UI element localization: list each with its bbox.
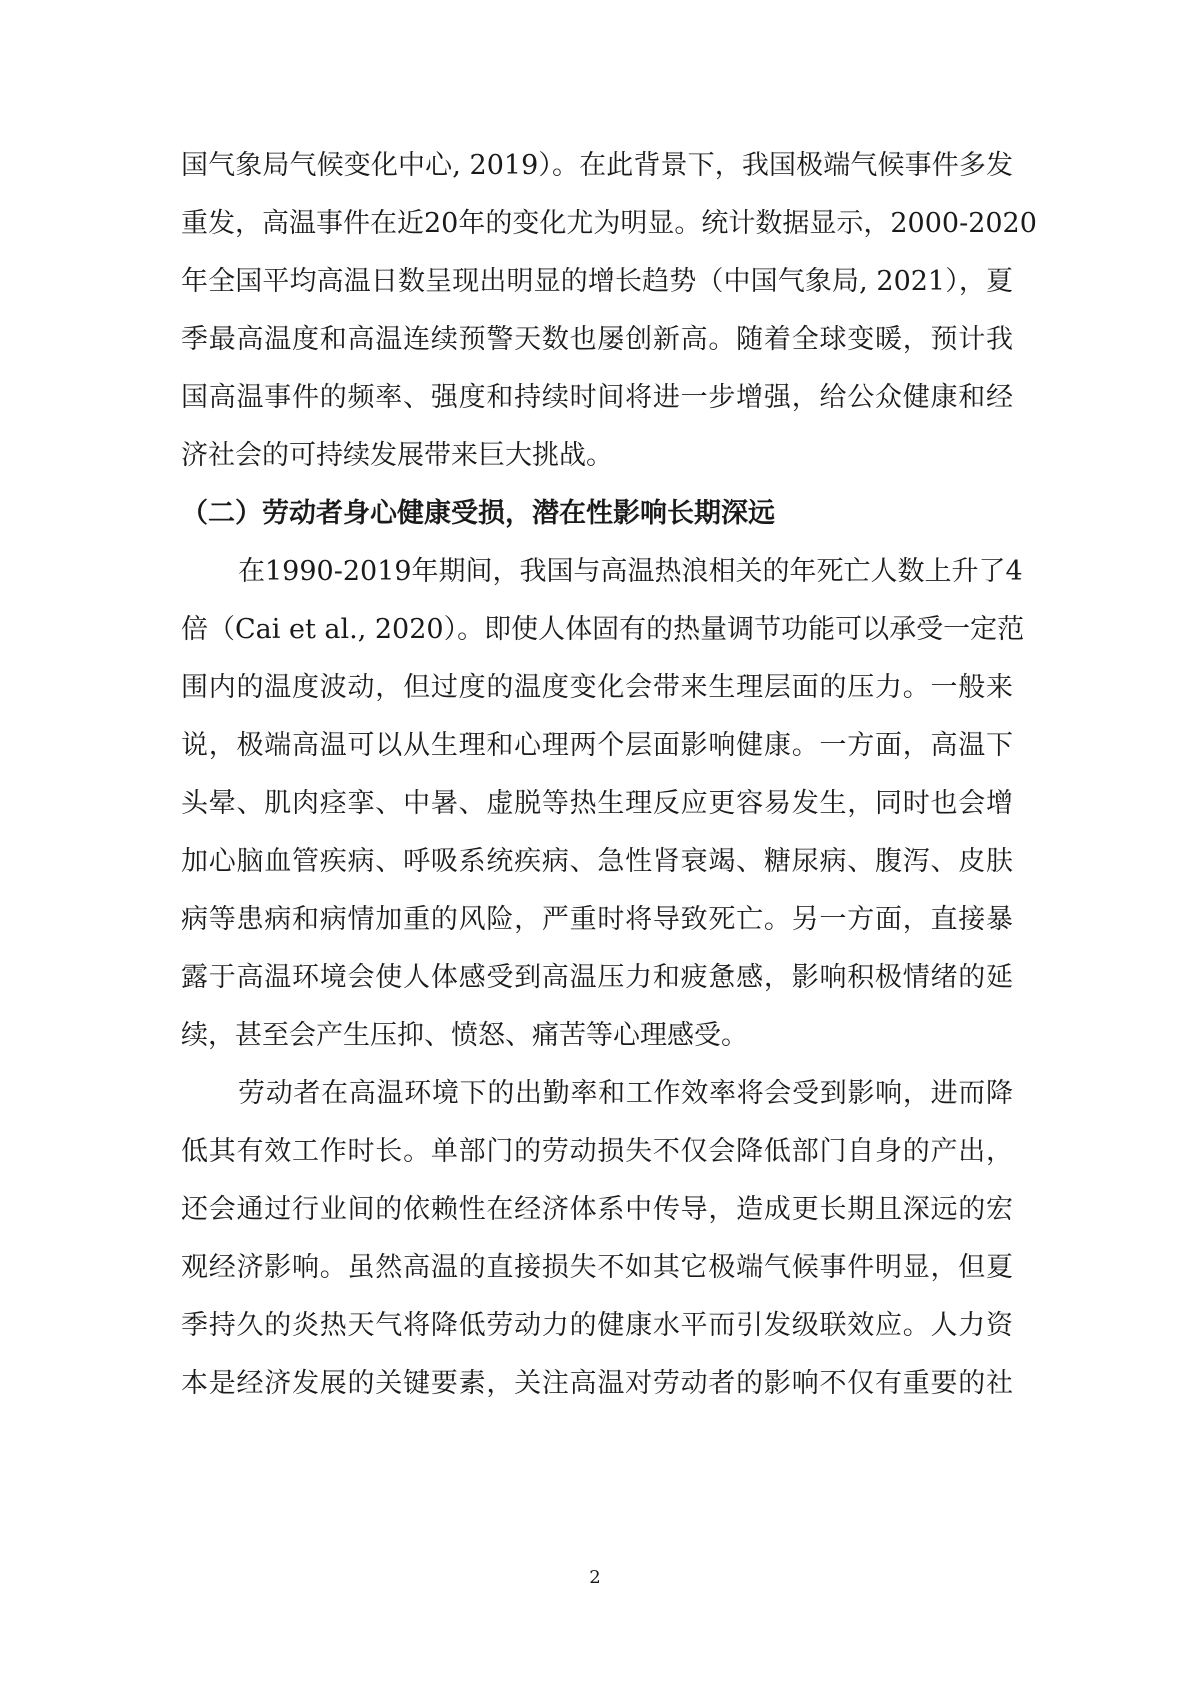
paragraph-2-line-5: 头晕、肌肉痉挛、中暑、虚脱等热生理反应更容易发生，同时也会增: [181, 788, 1013, 819]
paragraph-2-line-1: 在1990-2019年期间，我国与高温热浪相关的年死亡人数上升了4: [238, 556, 1023, 587]
paragraph-3-line-1: 劳动者在高温环境下的出勤率和工作效率将会受到影响，进而降: [238, 1078, 1013, 1109]
paragraph-1-line-3: 年全国平均高温日数呈现出明显的增长趋势（中国气象局, 2021），夏: [181, 266, 1013, 297]
paragraph-2-line-3: 围内的温度波动，但过度的温度变化会带来生理层面的压力。一般来: [181, 672, 1013, 703]
paragraph-2-line-7: 病等患病和病情加重的风险，严重时将导致死亡。另一方面，直接暴: [181, 904, 1013, 935]
paragraph-2-line-9: 续，甚至会产生压抑、愤怒、痛苦等心理感受。: [181, 1020, 748, 1051]
paragraph-2-line-6: 加心脑血管疾病、呼吸系统疾病、急性肾衰竭、糖尿病、腹泻、皮肤: [181, 846, 1013, 877]
paragraph-2-line-2: 倍（Cai et al., 2020）。即使人体固有的热量调节功能可以承受一定范: [181, 614, 1025, 645]
paragraph-2-line-4: 说，极端高温可以从生理和心理两个层面影响健康。一方面，高温下: [181, 730, 1013, 761]
paragraph-1-line-2: 重发，高温事件在近20年的变化尤为明显。统计数据显示，2000-2020: [181, 208, 1037, 239]
section-heading: （二）劳动者身心健康受损，潜在性影响长期深远: [181, 498, 775, 529]
paragraph-1-line-1: 国气象局气候变化中心, 2019）。在此背景下，我国极端气候事件多发: [181, 150, 1013, 181]
page-number: 2: [589, 1567, 601, 1588]
paragraph-3-line-5: 季持久的炎热天气将降低劳动力的健康水平而引发级联效应。人力资: [181, 1310, 1013, 1341]
paragraph-1-line-6: 济社会的可持续发展带来巨大挑战。: [181, 440, 613, 471]
paragraph-3-line-4: 观经济影响。虽然高温的直接损失不如其它极端气候事件明显，但夏: [181, 1252, 1013, 1283]
paragraph-3-line-2: 低其有效工作时长。单部门的劳动损失不仅会降低部门自身的产出，: [181, 1136, 1013, 1167]
paragraph-2-line-8: 露于高温环境会使人体感受到高温压力和疲惫感，影响积极情绪的延: [181, 962, 1013, 993]
paragraph-3-line-6: 本是经济发展的关键要素，关注高温对劳动者的影响不仅有重要的社: [181, 1368, 1013, 1399]
paragraph-1-line-5: 国高温事件的频率、强度和持续时间将进一步增强，给公众健康和经: [181, 382, 1013, 413]
paragraph-1-line-4: 季最高温度和高温连续预警天数也屡创新高。随着全球变暖，预计我: [181, 324, 1013, 355]
paragraph-3-line-3: 还会通过行业间的依赖性在经济体系中传导，造成更长期且深远的宏: [181, 1194, 1013, 1225]
